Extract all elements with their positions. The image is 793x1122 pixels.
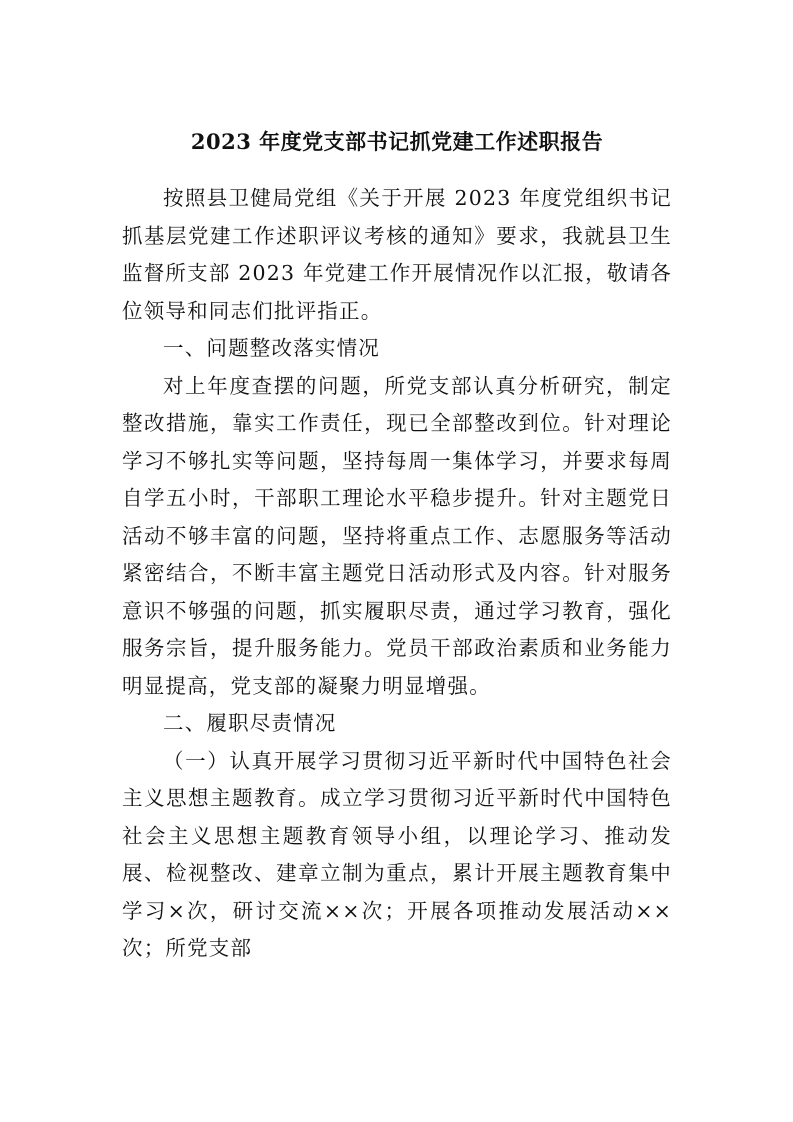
document-title: 2023 年度党支部书记抓党建工作述职报告	[190, 129, 604, 154]
section-heading-2: 二、履职尽责情况	[163, 711, 337, 735]
section-1-paragraph: 对上年度查摆的问题，所党支部认真分析研究，制定整改措施，靠实工作责任，现已全部整改到位。针对理论学习不够扎实等问题，坚持每周一集体学习，并要求每周自学五小时，干部职工理论水平稳步提升。针对主题党日活动不够丰富的问题，坚持将重点工作、志愿服务等活动紧密结合，不断丰富主题党日活动形式及内容。针对服务意识不够强的问题，抓实履职尽责，通过学习教育，强化服务宗旨，提升服务能力。党员干部政治素质和业务能力明显提高，党支部的凝聚力明显增强。	[122, 373, 672, 698]
section-heading-1: 一、问题整改落实情况	[163, 336, 380, 360]
document-body	[122, 126, 672, 968]
section-2-paragraph: （一）认真开展学习贯彻习近平新时代中国特色社会主义思想主题教育。成立学习贯彻习近平新时代中国特色社会主义思想主题教育领导小组，以理论学习、推动发展、检视整改、建章立制为重点，累计开展主题教育集中学习×次，研讨交流××次；开展各项推动发展活动××次；所党支部	[122, 748, 672, 960]
intro-paragraph: 按照县卫健局党组《关于开展 2023 年度党组织书记抓基层党建工作述职评议考核的通知》要求，我就县卫生监督所支部 2023 年党建工作开展情况作以汇报，敬请各位领导和同志们批评指正。	[122, 186, 672, 323]
